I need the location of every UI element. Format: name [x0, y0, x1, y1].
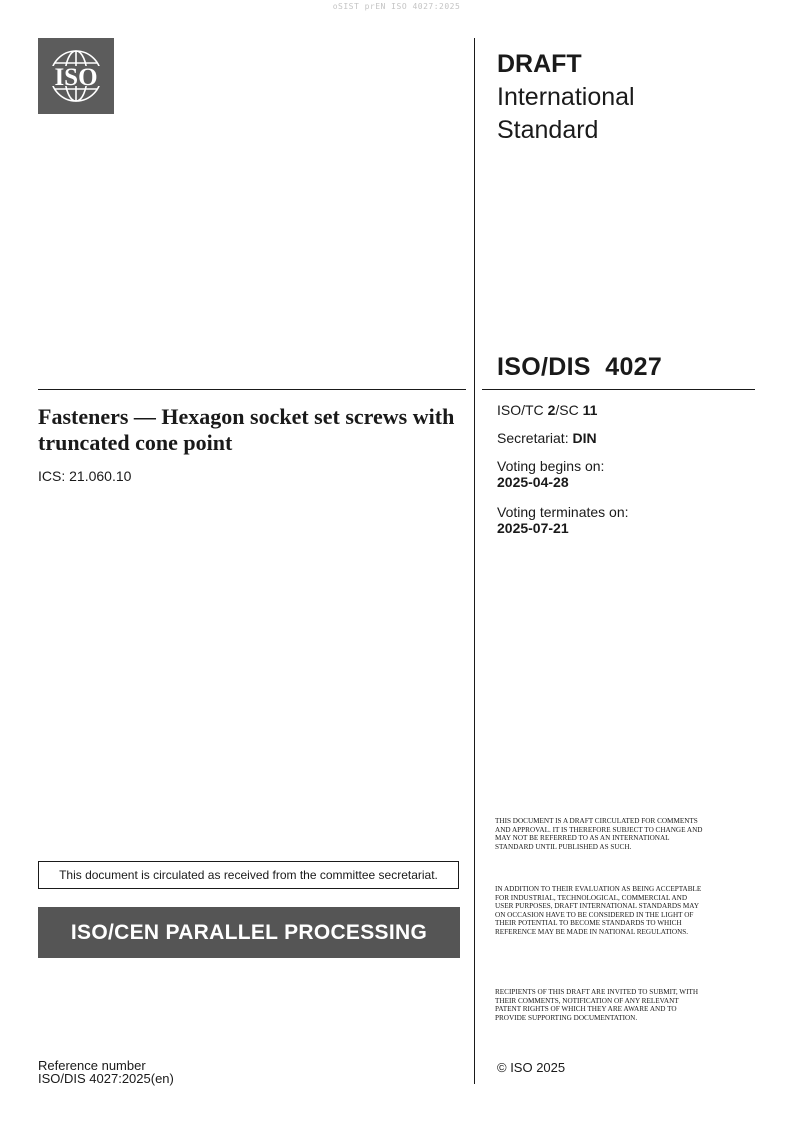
- right-divider: [482, 389, 755, 390]
- circulated-note: This document is circulated as received from the committee secretariat.: [38, 861, 459, 889]
- watermark: oSIST prEN ISO 4027:2025: [332, 2, 461, 11]
- committee-sc: 11: [582, 402, 598, 418]
- draft-notice-1: THIS DOCUMENT IS A DRAFT CIRCULATED FOR COMMENTS AND APPROVAL. IT IS THEREFORE SUBJECT TO CHANGE AND MAY NOT BE REFERRED TO AS AN INTERNATIONAL STANDARD UNTIL PUBLISHED AS SUCH.: [495, 817, 703, 851]
- iso-globe-icon: [38, 38, 114, 114]
- reference-number: [38, 1059, 174, 1085]
- ics-code: ICS: 21.060.10: [38, 468, 132, 484]
- committee-sep: /SC: [555, 402, 583, 418]
- secretariat-label: Secretariat:: [497, 430, 573, 446]
- draft-notice-3: RECIPIENTS OF THIS DRAFT ARE INVITED TO SUBMIT, WITH THEIR COMMENTS, NOTIFICATION OF ANY RELEVANT PATENT RIGHTS OF WHICH THEY ARE AWARE AND TO PROVIDE SUPPORTING DOCUMENTATION.: [495, 988, 699, 1022]
- copyright: © ISO 2025: [497, 1060, 566, 1075]
- status-draft: DRAFT: [497, 50, 582, 78]
- status-standard: Standard: [497, 116, 599, 144]
- voting-terminates-date: 2025-07-21: [497, 520, 569, 536]
- iso-logo: [38, 38, 114, 114]
- voting-terminates: [497, 504, 629, 536]
- voting-begins-label: Voting begins on:: [497, 458, 605, 474]
- committee-tc: 2: [547, 402, 556, 418]
- secretariat-line: [497, 430, 597, 446]
- reference-value: ISO/DIS 4027:2025(en): [38, 1071, 174, 1086]
- document-title: Fasteners — Hexagon socket set screws with truncated cone point: [38, 404, 455, 455]
- left-divider: [38, 389, 466, 390]
- voting-begins-date: 2025-04-28: [497, 474, 569, 490]
- voting-terminates-label: Voting terminates on:: [497, 504, 629, 520]
- document-number: ISO/DIS 4027: [497, 353, 663, 381]
- draft-notice-2: IN ADDITION TO THEIR EVALUATION AS BEING ACCEPTABLE FOR INDUSTRIAL, TECHNOLOGICAL, COMMERCIAL AND USER PURPOSES, DRAFT INTERNATIONAL STANDARDS MAY ON OCCASION HAVE TO BE CONSIDERED IN THE LIGHT OF THEIR POTENTIAL TO BECOME STANDARDS TO WHICH REFERENCE MAY BE MADE IN NATIONAL REGULATIONS.: [495, 885, 702, 936]
- parallel-processing-banner: ISO/CEN PARALLEL PROCESSING: [38, 907, 460, 958]
- logo-text: ISO: [54, 64, 98, 91]
- committee-prefix: ISO/TC: [497, 402, 548, 418]
- vertical-divider: [474, 38, 475, 1084]
- document-status: [497, 48, 635, 147]
- voting-begins: [497, 458, 604, 490]
- committee-line: [497, 402, 597, 418]
- reference-label: Reference number: [38, 1058, 146, 1073]
- status-international: International: [497, 83, 635, 111]
- secretariat-value: DIN: [572, 430, 597, 446]
